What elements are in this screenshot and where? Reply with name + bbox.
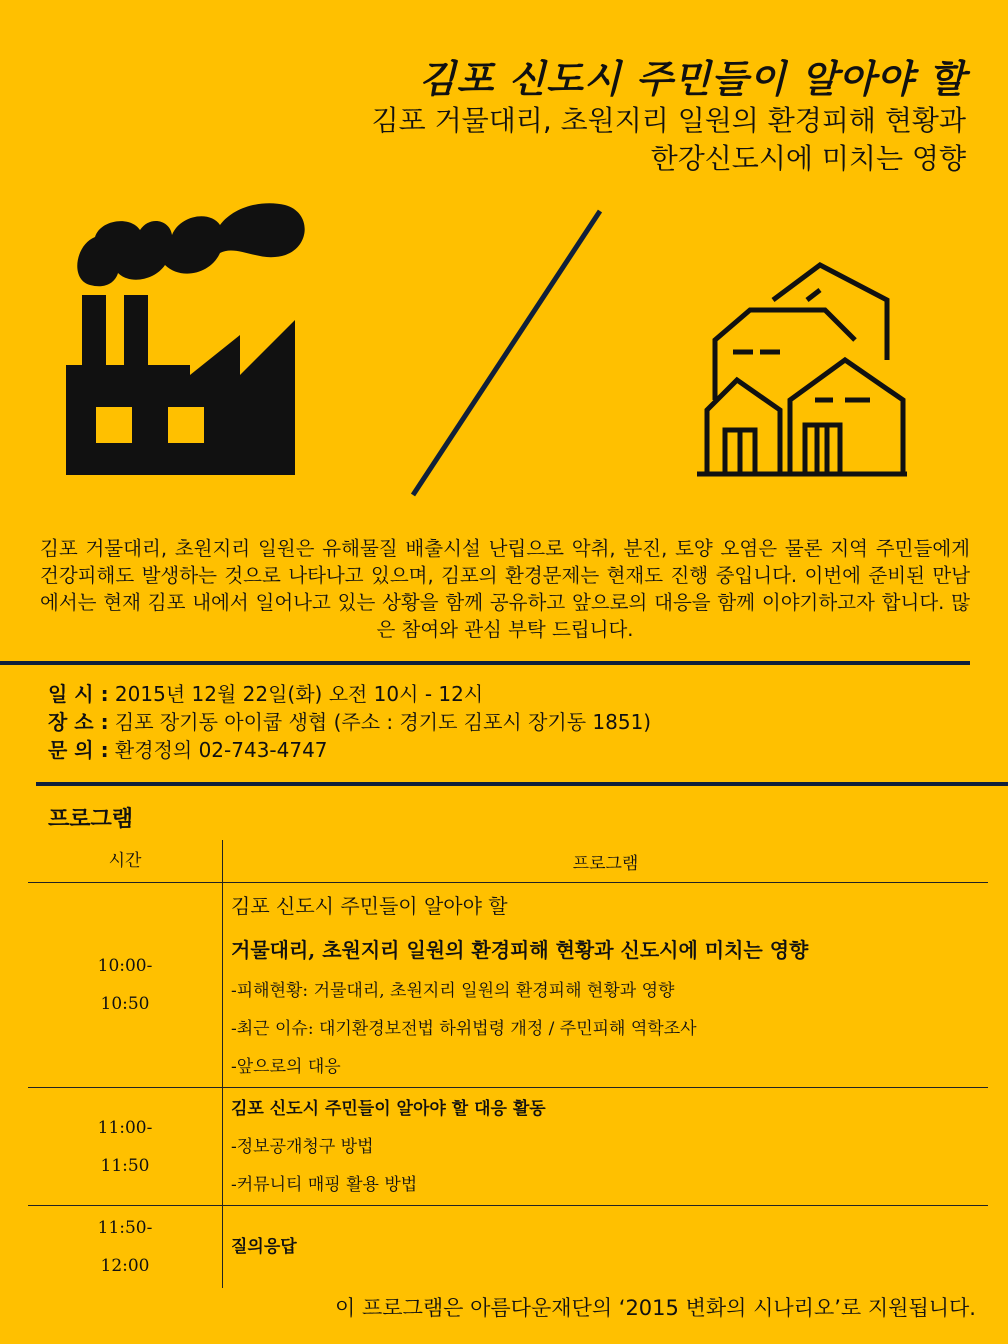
time-cell <box>28 1088 223 1206</box>
contact-row <box>48 736 651 764</box>
divider-rule-top <box>0 661 970 665</box>
program-line: 거물대리, 초원지리 일원의 환경피해 현황과 신도시에 미치는 영향 <box>231 938 809 962</box>
slash-divider <box>405 205 610 500</box>
houses-icon <box>695 260 910 480</box>
time-start: 10:00- <box>97 956 153 976</box>
program-cell <box>223 1088 989 1206</box>
program-line: -피해현황: 거물대리, 초원지리 일원의 환경피해 현황과 영향 <box>231 981 675 1001</box>
date-row <box>48 680 651 708</box>
col-time-header: 시간 <box>28 840 223 883</box>
time-end: 12:00 <box>100 1255 150 1276</box>
time-start: 11:00- <box>97 1117 153 1138</box>
place-row <box>48 708 651 736</box>
page-subtitle <box>372 102 966 178</box>
program-cell <box>223 883 989 1088</box>
subtitle-line-1: 김포 거물대리, 초원지리 일원의 환경피해 현황과 <box>371 104 966 137</box>
event-info <box>48 680 651 764</box>
date-value: 2015년 12월 22일(화) 오전 10시 - 12시 <box>108 682 484 706</box>
program-line: 김포 신도시 주민들이 알아야 할 <box>231 894 508 918</box>
program-line: -커뮤니티 매핑 활용 방법 <box>231 1174 418 1195</box>
col-program-header: 프로그램 <box>223 840 989 883</box>
program-line: -정보공개청구 방법 <box>231 1136 374 1157</box>
subtitle-line-2: 한강신도시에 미치는 영향 <box>650 142 966 175</box>
time-end: 10:50 <box>100 994 150 1014</box>
time-cell <box>28 883 223 1088</box>
program-line: 질의응답 <box>231 1236 297 1257</box>
time-end: 11:50 <box>100 1155 150 1176</box>
contact-value: 환경정의 02-743-4747 <box>108 738 328 762</box>
contact-label: 문 의 : <box>48 738 109 762</box>
page-title: 김포 신도시 주민들이 알아야 할 <box>418 57 966 101</box>
date-label: 일 시 : <box>48 682 109 706</box>
factory-icon <box>60 185 310 480</box>
divider-rule-bottom <box>36 782 1008 786</box>
program-cell <box>223 1206 989 1288</box>
footer-note: 이 프로그램은 아름다운재단의 ‘2015 변화의 시나리오’로 지원됩니다. <box>335 1296 976 1320</box>
place-label: 장 소 : <box>48 710 109 734</box>
table-header-row <box>28 840 988 883</box>
program-line: -최근 이슈: 대기환경보전법 하위법령 개정 / 주민피해 역학조사 <box>231 1019 697 1039</box>
intro-paragraph: 김포 거물대리, 초원지리 일원은 유해물질 배출시설 난립으로 악취, 분진, 토양 오염은 물론 지역 주민들에게 건강피해도 발생하는 것으로 나타나고 있으며, 김포의 환경문제는 현재도 진행 중입니다. 이번에 준비된 만남에서는 현재 김포 내에서 일어나고 있는 상황을 함께 공유하고 앞으로의 대응을 함께 이야기하고자 합니다. 많은 참여와 관심 부탁 드립니다. <box>40 537 970 641</box>
table-row <box>28 1206 988 1288</box>
program-heading: 프로그램 <box>48 807 134 832</box>
time-cell <box>28 1206 223 1288</box>
table-row <box>28 1088 988 1206</box>
table-row <box>28 883 988 1088</box>
program-line: 김포 신도시 주민들이 알아야 할 대응 활동 <box>231 1098 546 1119</box>
program-line: -앞으로의 대응 <box>231 1057 341 1077</box>
program-table <box>28 840 988 1288</box>
place-value: 김포 장기동 아이쿱 생협 (주소 : 경기도 김포시 장기동 1851) <box>108 710 652 734</box>
time-start: 11:50- <box>97 1217 153 1238</box>
